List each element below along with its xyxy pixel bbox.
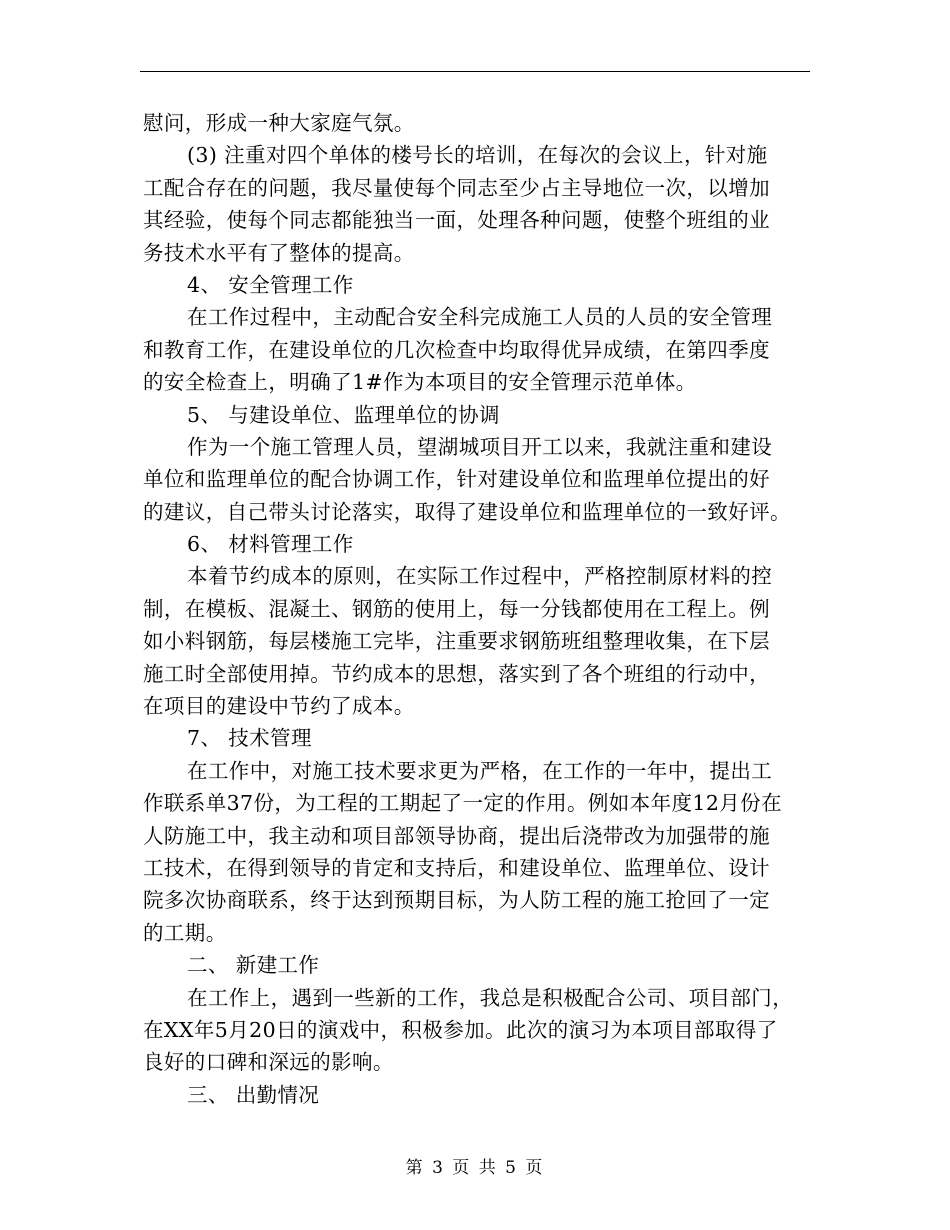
text-line: 二、 新建工作	[187, 953, 320, 978]
text-line: 慰问，形成一种大家庭气氛。	[143, 111, 415, 135]
text-line: 在工作上，遇到一些新的工作，我总是积极配合公司、项目部门，	[187, 985, 794, 1010]
text-line: 和教育工作，在建设单位的几次检查中均取得优异成绩，在第四季度	[143, 337, 770, 362]
text-line: 良好的口碑和深远的影响。	[143, 1050, 394, 1075]
text-line: 6、 材料管理工作	[187, 532, 354, 557]
text-line: 的安全检查上，明确了1#作为本项目的安全管理示范单体。	[143, 370, 697, 395]
text-line: 的工期。	[143, 920, 227, 945]
page-number-footer: 第 3 页 共 5 页	[405, 1158, 545, 1178]
text-line: 院多次协商联系，终于达到预期目标，为人防工程的施工抢回了一定	[143, 888, 770, 913]
text-line: 在工作过程中，主动配合安全科完成施工人员的人员的安全管理	[187, 305, 773, 330]
header-rule	[140, 71, 810, 72]
text-line: (3) 注重对四个单体的楼号长的培训，在每次的会议上，针对施	[187, 143, 768, 168]
text-line: 作为一个施工管理人员，望湖城项目开工以来，我就注重和建设	[187, 434, 773, 459]
text-line: 作联系单37份，为工程的工期起了一定的作用。例如本年度12月份在	[143, 791, 782, 816]
text-line: 5、 与建设单位、监理单位的协调	[187, 402, 500, 427]
document-body	[143, 107, 818, 1111]
text-line: 在XX年5月20日的演戏中，积极参加。此次的演习为本项目部取得了	[143, 1017, 778, 1042]
text-line: 的建议，自己带头讨论落实，取得了建设单位和监理单位的一致好评。	[143, 499, 791, 524]
text-line: 如小料钢筋，每层楼施工完毕，注重要求钢筋班组整理收集，在下层	[143, 629, 770, 654]
text-line: 其经验，使每个同志都能独当一面，处理各种问题，使整个班组的业	[143, 208, 770, 233]
text-line: 工技术，在得到领导的肯定和支持后，和建设单位、监理单位、设计	[143, 855, 770, 880]
text-line: 在项目的建设中节约了成本。	[143, 694, 415, 719]
text-line: 人防施工中，我主动和项目部领导协商，提出后浇带改为加强带的施	[143, 823, 770, 848]
text-line: 务技术水平有了整体的提高。	[143, 240, 415, 265]
text-line: 本着节约成本的原则，在实际工作过程中，严格控制原材料的控	[187, 564, 773, 589]
text-line: 工配合存在的问题，我尽量使每个同志至少占主导地位一次，以增加	[143, 175, 770, 200]
text-line: 在工作中，对施工技术要求更为严格，在工作的一年中，提出工	[187, 758, 773, 783]
text-line: 4、 安全管理工作	[187, 272, 354, 297]
text-line: 三、 出勤情况	[187, 1082, 320, 1107]
text-line: 施工时全部使用掉。节约成本的思想，落实到了各个班组的行动中，	[143, 661, 770, 686]
text-line: 单位和监理单位的配合协调工作，针对建设单位和监理单位提出的好	[143, 467, 770, 492]
text-line: 制，在模板、混凝土、钢筋的使用上，每一分钱都使用在工程上。例	[143, 596, 770, 621]
text-line: 7、 技术管理	[187, 726, 312, 751]
